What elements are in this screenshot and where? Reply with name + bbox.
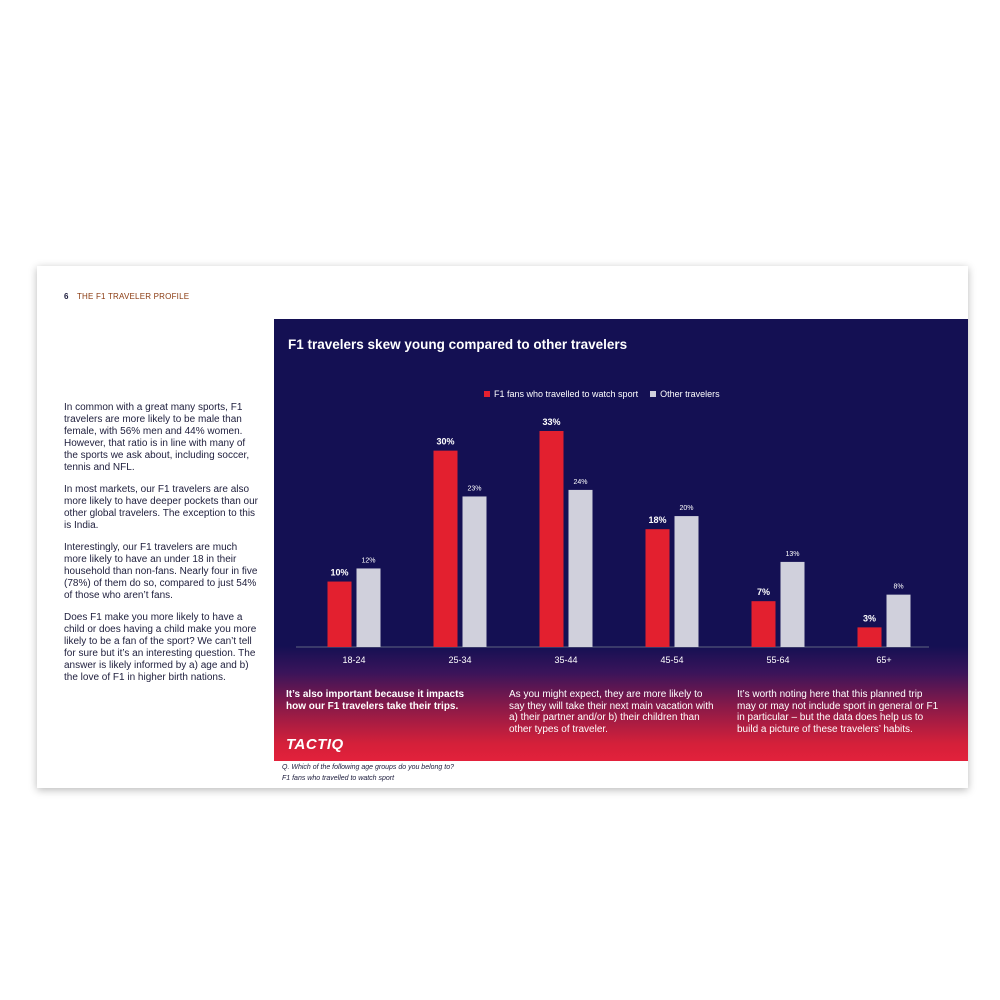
body-text: [64, 402, 260, 694]
legend-label-other-travelers: Other travelers: [660, 389, 720, 399]
bar-f1-fans: [752, 601, 776, 647]
body-paragraph: Does F1 make you more likely to have a child or does having a child make you more likely to be a fan of the sport? We can’t tell for sure but it’s an interesting question. The answer is likely informed by a) age and b) the love of F1 in higher birth nations.: [64, 612, 257, 683]
bar-f1-fans: [858, 627, 882, 647]
x-tick-label: 45-54: [660, 655, 684, 665]
report-page: [37, 266, 968, 788]
bar-other-travelers: [569, 490, 593, 647]
tactiq-logo: TACTIQ: [286, 736, 344, 753]
body-paragraph: In most markets, our F1 travelers are also more likely to have deeper pockets than our other global travelers. The exception to this is India.: [64, 484, 258, 531]
section-title: THE F1 TRAVELER PROFILE: [76, 292, 190, 301]
data-label-other-travelers: 12%: [361, 557, 376, 565]
footnote-question: Q. Which of the following age groups do you belong to?: [282, 764, 454, 771]
x-tick-label: 55-64: [766, 655, 790, 665]
page-header: [64, 292, 189, 301]
data-label-f1-fans: 33%: [542, 417, 561, 427]
x-tick-label: 65+: [876, 655, 892, 665]
chart-panel: [274, 319, 968, 761]
x-tick-label: 25-34: [448, 655, 472, 665]
data-label-f1-fans: 3%: [862, 613, 877, 624]
bottom-callout: It’s also important because it impacts how our F1 travelers take their trips.: [286, 689, 465, 712]
data-label-other-travelers: 8%: [893, 583, 904, 591]
data-label-f1-fans: 18%: [648, 515, 667, 526]
bar-f1-fans: [646, 529, 670, 647]
data-label-f1-fans: 30%: [436, 436, 455, 447]
data-label-other-travelers: 24%: [573, 478, 588, 486]
bar-other-travelers: [463, 496, 487, 647]
body-paragraph: Interestingly, our F1 travelers are much more likely to have an under 18 in their household than non-fans. Nearly four in five (78%) of them do so, compared to just 54% of those who aren’t fans.: [64, 542, 258, 601]
bar-other-travelers: [675, 516, 699, 647]
chart-title: F1 travelers skew young compared to other travelers: [288, 337, 628, 352]
bar-f1-fans: [540, 431, 564, 647]
bar-f1-fans: [328, 582, 352, 647]
bar-other-travelers: [781, 562, 805, 647]
bottom-text-middle: As you might expect, they are more likely to say they will take their next main vacation with a) their partner and/or b) their children than other types of traveler.: [509, 689, 714, 735]
bar-f1-fans: [434, 451, 458, 647]
footnote-base: F1 fans who travelled to watch sport: [282, 775, 395, 782]
data-label-other-travelers: 23%: [467, 485, 482, 493]
x-tick-label: 35-44: [554, 655, 578, 665]
data-label-other-travelers: 13%: [785, 550, 800, 558]
body-paragraph: In common with a great many sports, F1 travelers are more likely to be male than female, with 56% men and 44% women. However, that ratio is in line with many of the sports we ask about, including soccer, tennis and NFL.: [64, 402, 250, 473]
bar-other-travelers: [887, 595, 911, 647]
legend-label-f1-fans: F1 fans who travelled to watch sport: [494, 389, 639, 399]
bottom-text-right: It’s worth noting here that this planned trip may or may not include sport in general or F1 in particular – but the data does help us to build a picture of these travelers’ habits.: [737, 689, 939, 735]
x-tick-label: 18-24: [342, 655, 366, 665]
bar-other-travelers: [357, 568, 381, 647]
bar-chart: [274, 319, 968, 679]
page-number: 6: [64, 292, 69, 301]
data-label-f1-fans: 10%: [330, 567, 349, 578]
data-label-other-travelers: 20%: [679, 505, 694, 513]
data-label-f1-fans: 7%: [756, 587, 771, 598]
